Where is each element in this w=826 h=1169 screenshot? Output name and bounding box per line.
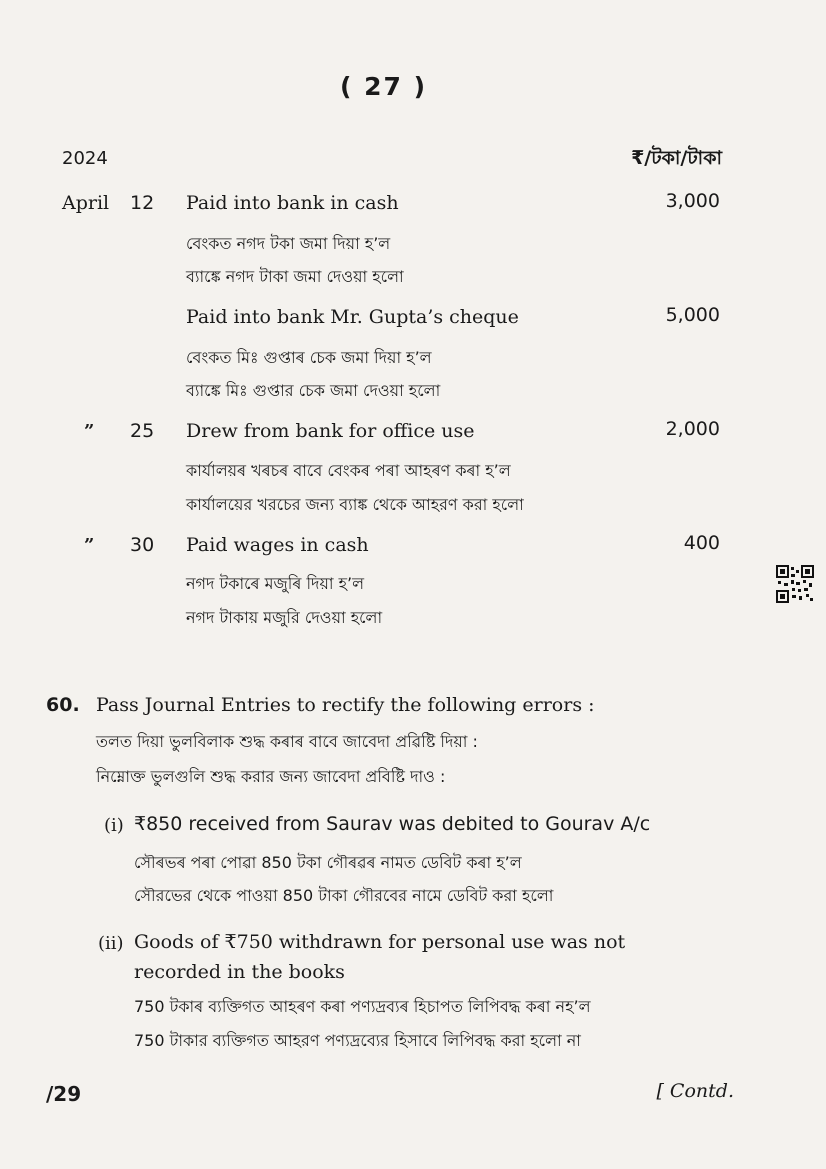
entry-description-bn: ব্যাঙ্কে মিঃ গুপ্তার চেক জমা দেওয়া হলো: [186, 381, 441, 400]
question-text-bn: নিম্নোক্ত ভুলগুলি শুদ্ধ করার জন্য জাবেদা প্রবিষ্টি দাও :: [96, 767, 446, 786]
part-text-en-line2: recorded in the books: [134, 961, 345, 983]
part-text-bn: 750 টাকার ব্যক্তিগত আহরণ পণ্যদ্রব্যের হিসাবে লিপিবদ্ধ করা হলো না: [134, 1031, 581, 1050]
entry-amount: 5,000: [665, 304, 720, 326]
question-text-en: Pass Journal Entries to rectify the following errors :: [96, 694, 595, 716]
ledger-year: 2024: [62, 148, 108, 169]
entry-description-bn: কার্যালয়ের খরচের জন্য ব্যাঙ্ক থেকে আহরণ করা হলো: [186, 495, 524, 514]
entry-description-en: Paid wages in cash: [186, 534, 369, 556]
entry-description-as: কাৰ্যালয়ৰ খৰচৰ বাবে বেংকৰ পৰা আহৰণ কৰা হ’ল: [186, 461, 511, 480]
page-number: ( 27 ): [340, 72, 428, 101]
part-label: (ii): [98, 933, 124, 954]
part-text-bn: সৌরভের থেকে পাওয়া 850 টাকা গৌরবের নামে ডেবিট করা হলো: [134, 886, 554, 905]
part-label: (i): [104, 815, 124, 836]
entry-day: 30: [130, 534, 155, 556]
entry-amount: 3,000: [665, 190, 720, 212]
part-text-en: ₹850 received from Saurav was debited to Gourav A/c: [134, 813, 651, 835]
entry-description-bn: ব্যাঙ্কে নগদ টাকা জমা দেওয়া হলো: [186, 267, 404, 286]
part-text-as: সৌৰভৰ পৰা পোৱা 850 টকা গৌৰৱৰ নামত ডেবিট কৰা হ’ল: [134, 853, 522, 872]
entry-amount: 400: [683, 532, 720, 554]
entry-description-as: বেংকত নগদ টকা জমা দিয়া হ’ল: [186, 234, 391, 253]
entry-description-en: Drew from bank for office use: [186, 420, 475, 442]
question-number: 60.: [46, 694, 80, 716]
entry-description-en: Paid into bank Mr. Gupta’s cheque: [186, 306, 519, 328]
entry-month-ditto: ”: [84, 421, 95, 442]
entry-description-as: বেংকত মিঃ গুপ্তাৰ চেক জমা দিয়া হ’ল: [186, 348, 432, 367]
entry-month-ditto: ”: [84, 535, 95, 556]
entry-amount: 2,000: [665, 418, 720, 440]
entry-description-as: নগদ টকাৰে মজুৰি দিয়া হ’ল: [186, 574, 365, 593]
part-text-en-line1: Goods of ₹750 withdrawn for personal use was not: [134, 931, 626, 953]
qr-code-icon: [776, 565, 814, 603]
part-text-as: 750 টকাৰ ব্যক্তিগত আহৰণ কৰা পণ্যদ্ৰব্যৰ হিচাপত লিপিবদ্ধ কৰা নহ’ল: [134, 997, 591, 1016]
continued-marker: [ Contd.: [656, 1080, 734, 1102]
entry-day: 25: [130, 420, 155, 442]
entry-day: 12: [130, 192, 155, 214]
question-text-as: তলত দিয়া ভুলবিলাক শুদ্ধ কৰাৰ বাবে জাবেদা প্ৰৱিষ্টি দিয়া :: [96, 732, 478, 751]
entry-description-bn: নগদ টাকায় মজুরি দেওয়া হলো: [186, 608, 383, 627]
entry-month: April: [62, 192, 110, 214]
entry-description-en: Paid into bank in cash: [186, 192, 399, 214]
currency-header: ₹/টকা/টাকা: [631, 147, 722, 169]
paper-code: /29: [46, 1082, 82, 1106]
